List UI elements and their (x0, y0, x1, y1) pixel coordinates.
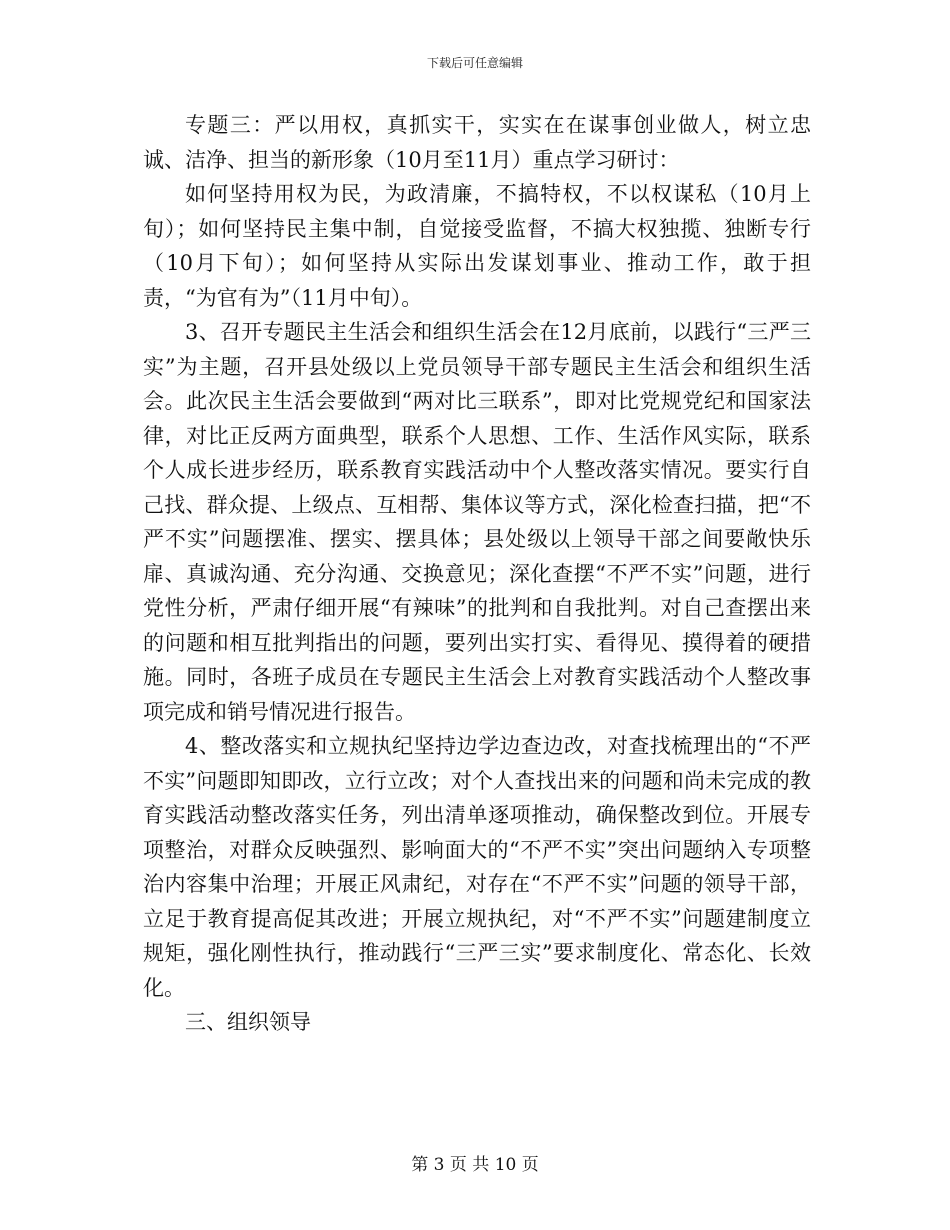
footer-current-page: 3 (433, 1155, 445, 1175)
section-heading-organization: 三、组织领导 (185, 1010, 311, 1034)
page-footer (0, 1154, 950, 1176)
paragraph-topic-three: 专题三：严以用权，真抓实干，实实在在谋事创业做人，树立忠诚、洁净、担当的新形象（10月至11月）重点学习研讨： (143, 113, 811, 172)
footer-prefix: 第 (411, 1155, 429, 1175)
footer-total-pages: 10 (494, 1155, 517, 1175)
paragraph-topic-three-items: 如何坚持用权为民，为政清廉，不搞特权，不以权谋私（10月上旬）；如何坚持民主集中制，自觉接受监督，不搞大权独揽、独断专行（10月下旬）；如何坚持从实际出发谋划事业、推动工作，敢于担责，“为官有为”（11月中旬）。 (143, 182, 811, 310)
page-header: 下载后可任意编辑 (426, 56, 523, 70)
footer-total-word: 共 (472, 1155, 490, 1175)
paragraph-item-3: 3、召开专题民主生活会和组织生活会在12月底前，以践行“三严三实”为主题，召开县处级以上党员领导干部专题民主生活会和组织生活会。此次民主生活会要做到“两对比三联系”，即对比党规党纪和国家法律，对比正反两方面典型，联系个人思想、工作、生活作风实际，联系个人成长进步经历，联系教育实践活动中个人整改落实情况。要实行自己找、群众提、上级点、互相帮、集体议等方式，深化检查扫描，把“不严不实”问题摆准、摆实、摆具体；县处级以上领导干部之间要敞快乐扉、真诚沟通、充分沟通、交换意见；深化查摆“不严不实”问题，进行党性分析，严肃仔细开展“有辣味”的批判和自我批判。对自己查摆出来的问题和相互批判指出的问题，要列出实打实、看得见、摸得着的硬措施。同时，各班子成员在专题民主生活会上对教育实践活动个人整改事项完成和销号情况进行报告。 (143, 320, 811, 724)
footer-suffix: 页 (521, 1155, 539, 1175)
document-body (143, 108, 811, 1040)
paragraph-item-4: 4、整改落实和立规执纪坚持边学边查边改，对查找梳理出的“不严不实”问题即知即改，立行立改；对个人查找出来的问题和尚未完成的教育实践活动整改落实任务，列出清单逐项推动，确保整改到位。开展专项整治，对群众反映强烈、影响面大的“不严不实”突出问题纳入专项整治内容集中治理；开展正风肃纪，对存在“不严不实”问题的领导干部，立足于教育提高促其改进；开展立规执纪，对“不严不实”问题建制度立规矩，强化刚性执行，推动践行“三严三实”要求制度化、常态化、长效化。 (143, 734, 811, 1000)
footer-page-word: 页 (449, 1155, 467, 1175)
